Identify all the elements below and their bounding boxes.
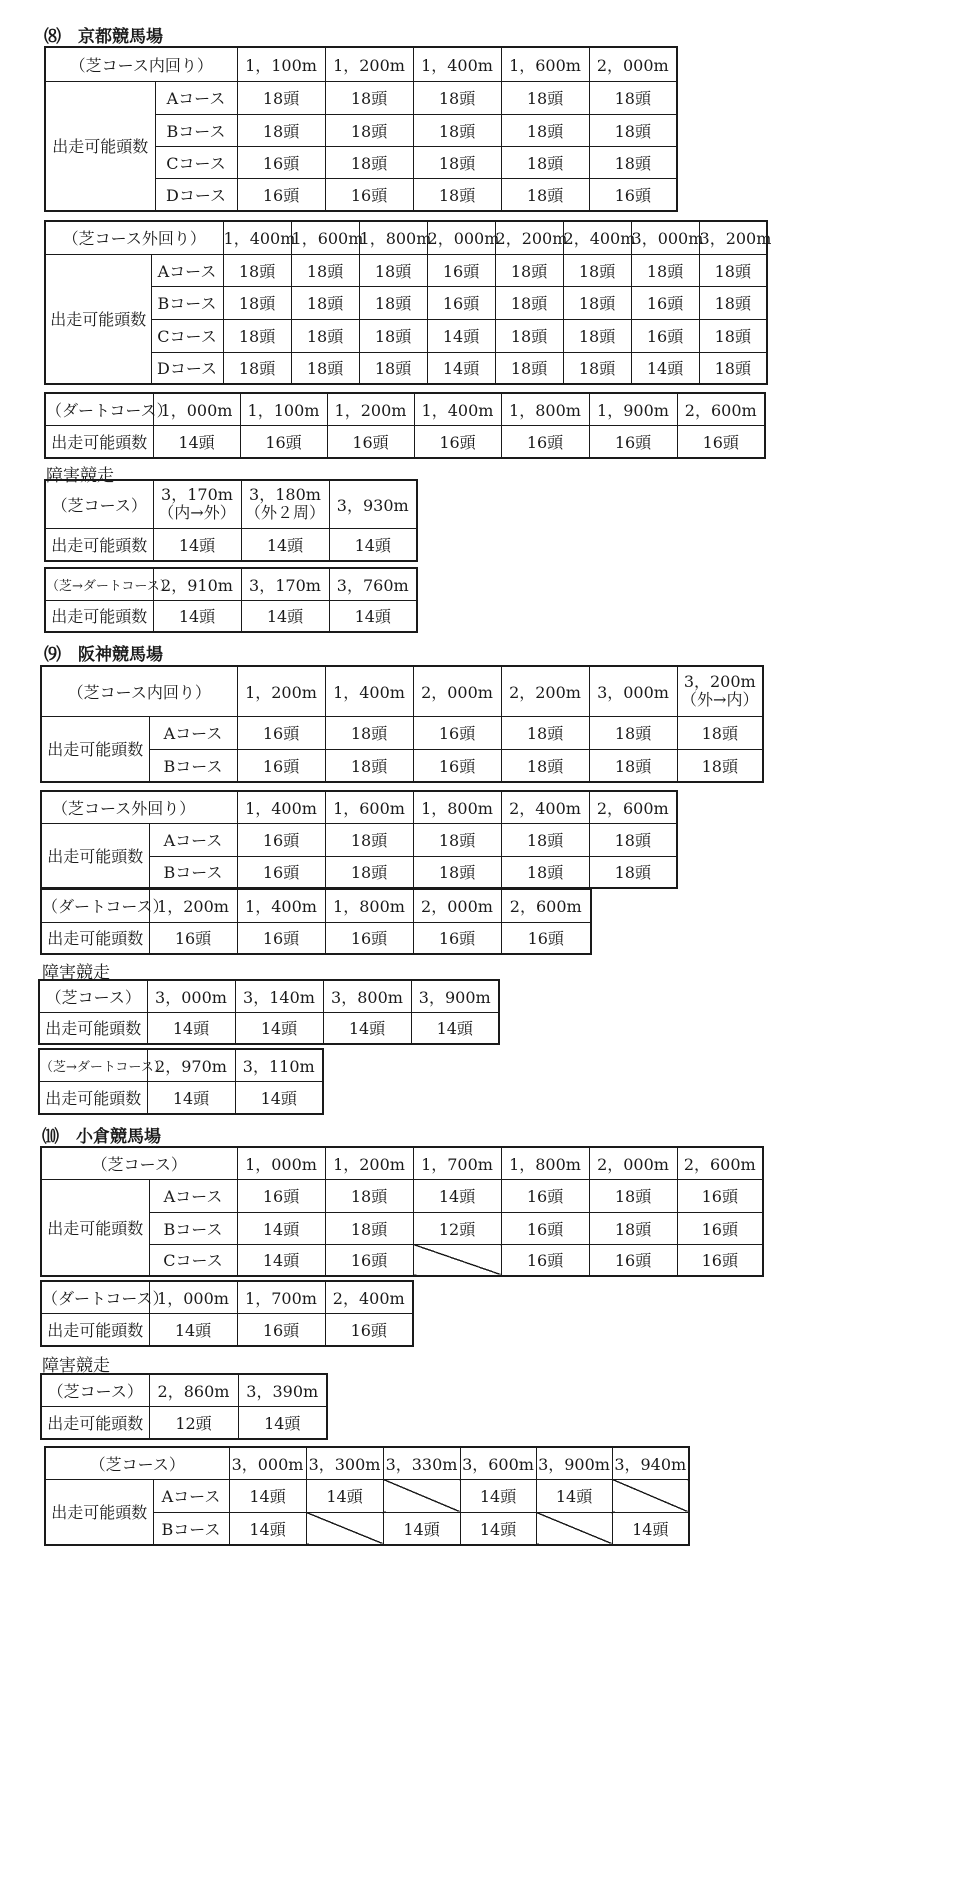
kokura-turf-table [40, 1146, 764, 1277]
cell: 18頭 [325, 716, 413, 749]
header-distance: 1，600m [291, 221, 359, 254]
cell: 14頭 [235, 1081, 323, 1114]
header-distance: 3，110m [235, 1049, 323, 1081]
header-distance: 3，200m [699, 221, 767, 254]
header-distance: 2，200m [495, 221, 563, 254]
header-distance: 2，970m [147, 1049, 235, 1081]
cell: 16頭 [240, 425, 327, 458]
cell: 18頭 [413, 146, 501, 178]
cell: 18頭 [501, 114, 589, 146]
table-heading: （芝コース） [45, 480, 153, 528]
cell: 16頭 [589, 1244, 677, 1276]
not-applicable-cell [306, 1512, 383, 1545]
distance-note: （外２周） [244, 503, 325, 523]
course-label: Cコース [149, 1244, 237, 1276]
cell: 18頭 [495, 254, 563, 286]
cell: 16頭 [631, 319, 699, 352]
cell: 14頭 [329, 600, 417, 632]
cell: 16頭 [325, 1244, 413, 1276]
section-title-kokura: ⑽ 小倉競馬場 [42, 1127, 161, 1147]
kyoto-turf-outer-table [44, 220, 772, 385]
cell: 18頭 [325, 114, 413, 146]
cell: 14頭 [306, 1479, 383, 1512]
cell: 18頭 [223, 352, 291, 384]
cell: 16頭 [325, 1313, 413, 1346]
cell: 16頭 [237, 716, 325, 749]
table-heading: （芝コース） [41, 1374, 149, 1406]
hurdle-race-label: 障害競走 [46, 466, 114, 486]
hanshin-dirt-table [40, 888, 592, 955]
table-heading: （芝コース内回り） [45, 47, 237, 81]
cell: 16頭 [677, 1212, 763, 1244]
cell: 18頭 [501, 178, 589, 211]
header-distance [677, 666, 763, 716]
cell: 18頭 [699, 319, 767, 352]
cell: 18頭 [699, 254, 767, 286]
header-distance: 2，600m [677, 393, 765, 425]
kyoto-hurdle-turf-table [44, 479, 418, 562]
cell: 16頭 [237, 1313, 325, 1346]
cell: 16頭 [631, 286, 699, 319]
cell: 18頭 [589, 749, 677, 782]
header-distance: 3，900m [536, 1447, 612, 1479]
course-label: Cコース [155, 146, 237, 178]
cell: 16頭 [501, 1179, 589, 1212]
cell: 18頭 [359, 254, 427, 286]
course-label: Bコース [149, 1212, 237, 1244]
header-distance: 1，800m [413, 791, 501, 823]
header-distance: 2，860m [149, 1374, 238, 1406]
cell: 14頭 [237, 1244, 325, 1276]
hanshin-turf-outer-table [40, 790, 678, 889]
cell: 18頭 [589, 81, 677, 114]
header-distance: 1，800m [501, 393, 589, 425]
cell: 16頭 [501, 1212, 589, 1244]
table-heading: （芝→ダートコース） [39, 1049, 147, 1081]
header-distance: 3，390m [238, 1374, 327, 1406]
cell: 16頭 [237, 1179, 325, 1212]
header-distance: 3，930m [329, 480, 417, 528]
row-label: 出走可能頭数 [45, 81, 155, 211]
cell: 16頭 [501, 1244, 589, 1276]
header-distance: 1，400m [237, 889, 325, 922]
row-label: 出走可能頭数 [45, 425, 153, 458]
course-label: Aコース [149, 716, 237, 749]
cell: 18頭 [325, 823, 413, 856]
header-distance [153, 480, 241, 528]
row-label: 出走可能頭数 [41, 716, 149, 782]
cell: 18頭 [325, 749, 413, 782]
row-label: 出走可能頭数 [41, 1179, 149, 1276]
header-distance: 1，900m [589, 393, 677, 425]
table-heading: （芝コース） [39, 980, 147, 1012]
row-label: 出走可能頭数 [39, 1012, 147, 1044]
cell: 18頭 [237, 81, 325, 114]
course-label: Dコース [155, 178, 237, 211]
cell: 18頭 [563, 254, 631, 286]
cell: 18頭 [563, 319, 631, 352]
header-distance: 3，000m [147, 980, 235, 1012]
not-applicable-cell [383, 1479, 460, 1512]
cell: 18頭 [325, 856, 413, 888]
row-label: 出走可能頭数 [45, 254, 151, 384]
hurdle-race-label: 障害競走 [42, 963, 110, 983]
cell: 16頭 [677, 1244, 763, 1276]
header-distance: 2，400m [563, 221, 631, 254]
cell: 18頭 [325, 1212, 413, 1244]
header-distance: 2，400m [325, 1281, 413, 1313]
cell: 18頭 [589, 823, 677, 856]
header-distance: 1，000m [149, 1281, 237, 1313]
header-distance: 3，300m [306, 1447, 383, 1479]
cell: 14頭 [229, 1479, 306, 1512]
header-distance: 3，000m [589, 666, 677, 716]
hanshin-turf-inner-table [40, 665, 764, 783]
table-heading: （芝→ダートコース） [45, 568, 153, 600]
cell: 16頭 [327, 425, 414, 458]
cell: 18頭 [495, 352, 563, 384]
table-heading: （芝コース外回り） [41, 791, 237, 823]
cell: 18頭 [501, 716, 589, 749]
cell: 14頭 [323, 1012, 411, 1044]
cell: 16頭 [501, 425, 589, 458]
cell: 14頭 [238, 1406, 327, 1439]
hanshin-hurdle-turf-table [38, 979, 500, 1045]
cell: 18頭 [413, 856, 501, 888]
cell: 18頭 [495, 319, 563, 352]
cell: 16頭 [677, 1179, 763, 1212]
header-distance: 2，200m [501, 666, 589, 716]
cell: 18頭 [413, 178, 501, 211]
cell: 18頭 [677, 749, 763, 782]
table-heading: （ダートコース） [41, 889, 149, 922]
distance: 3，180m [249, 485, 321, 505]
header-distance: 1，200m [149, 889, 237, 922]
cell: 14頭 [237, 1212, 325, 1244]
row-label: 出走可能頭数 [41, 922, 149, 954]
section-title-kyoto: ⑻ 京都競馬場 [44, 27, 163, 47]
header-distance: 3，330m [383, 1447, 460, 1479]
cell: 14頭 [229, 1512, 306, 1545]
cell: 14頭 [612, 1512, 689, 1545]
distance: 3，200m [683, 672, 756, 692]
cell: 18頭 [413, 114, 501, 146]
header-distance: 2，600m [589, 791, 677, 823]
header-distance: 1，800m [359, 221, 427, 254]
cell: 16頭 [237, 749, 325, 782]
cell: 14頭 [427, 319, 495, 352]
course-label: Bコース [149, 856, 237, 888]
cell: 14頭 [460, 1479, 536, 1512]
cell: 18頭 [291, 352, 359, 384]
cell: 18頭 [589, 114, 677, 146]
cell: 18頭 [501, 146, 589, 178]
cell: 18頭 [325, 81, 413, 114]
cell: 16頭 [427, 286, 495, 319]
header-distance: 1，100m [237, 47, 325, 81]
cell: 18頭 [291, 319, 359, 352]
cell: 18頭 [501, 749, 589, 782]
header-distance: 1，100m [240, 393, 327, 425]
kyoto-turf-inner-table [44, 46, 678, 212]
row-label: 出走可能頭数 [41, 1313, 149, 1346]
cell: 18頭 [223, 319, 291, 352]
cell: 18頭 [223, 286, 291, 319]
table-heading: （ダートコース） [41, 1281, 149, 1313]
cell: 16頭 [414, 425, 501, 458]
cell: 14頭 [383, 1512, 460, 1545]
table-heading: （ダートコース） [45, 393, 153, 425]
header-distance: 2，000m [413, 666, 501, 716]
row-label: 出走可能頭数 [45, 528, 153, 561]
distance-note: （内→外） [158, 503, 236, 523]
section-title-hanshin: ⑼ 阪神競馬場 [44, 645, 163, 665]
hanshin-hurdle-turf-dirt-table [38, 1048, 324, 1115]
cell: 18頭 [291, 254, 359, 286]
header-distance: 3，600m [460, 1447, 536, 1479]
cell: 18頭 [589, 146, 677, 178]
cell: 18頭 [359, 286, 427, 319]
course-label: Bコース [153, 1512, 229, 1545]
header-distance: 1，600m [501, 47, 589, 81]
header-distance: 1，400m [413, 47, 501, 81]
cell: 14頭 [413, 1179, 501, 1212]
cell: 16頭 [237, 823, 325, 856]
header-distance: 1，400m [237, 791, 325, 823]
header-distance: 1，800m [325, 889, 413, 922]
table-heading: （芝コース） [41, 1147, 237, 1179]
course-label: Aコース [149, 1179, 237, 1212]
cell: 14頭 [241, 600, 329, 632]
cell: 18頭 [699, 286, 767, 319]
cell: 18頭 [291, 286, 359, 319]
not-applicable-cell [612, 1479, 689, 1512]
header-distance: 1，800m [501, 1147, 589, 1179]
cell: 16頭 [237, 922, 325, 954]
cell: 14頭 [631, 352, 699, 384]
header-distance: 3，170m [241, 568, 329, 600]
course-label: Bコース [155, 114, 237, 146]
cell: 18頭 [359, 352, 427, 384]
cell: 16頭 [413, 716, 501, 749]
cell: 16頭 [325, 178, 413, 211]
cell: 18頭 [413, 823, 501, 856]
cell: 18頭 [501, 856, 589, 888]
course-label: Bコース [149, 749, 237, 782]
cell: 18頭 [359, 319, 427, 352]
cell: 16頭 [589, 178, 677, 211]
row-label: 出走可能頭数 [45, 1479, 153, 1545]
cell: 18頭 [589, 716, 677, 749]
cell: 16頭 [237, 856, 325, 888]
cell: 16頭 [427, 254, 495, 286]
hurdle-race-label: 障害競走 [42, 1356, 110, 1376]
header-distance: 3，940m [612, 1447, 689, 1479]
cell: 12頭 [413, 1212, 501, 1244]
cell: 18頭 [589, 1212, 677, 1244]
header-distance: 1，200m [237, 666, 325, 716]
header-distance: 1，700m [413, 1147, 501, 1179]
course-label: Aコース [153, 1479, 229, 1512]
header-distance: 3，000m [229, 1447, 306, 1479]
header-distance: 3，900m [411, 980, 499, 1012]
distance: 3，170m [161, 485, 233, 505]
not-applicable-cell [413, 1244, 501, 1276]
cell: 14頭 [411, 1012, 499, 1044]
not-applicable-cell [536, 1512, 612, 1545]
cell: 18頭 [589, 1179, 677, 1212]
cell: 18頭 [325, 146, 413, 178]
cell: 18頭 [563, 286, 631, 319]
cell: 14頭 [536, 1479, 612, 1512]
course-label: Cコース [151, 319, 223, 352]
distance-note: （外→内） [681, 690, 759, 710]
cell: 18頭 [495, 286, 563, 319]
kokura-hurdle-turf-table [40, 1373, 328, 1440]
table-heading: （芝コース外回り） [45, 221, 223, 254]
header-distance: 1，400m [223, 221, 291, 254]
cell: 16頭 [589, 425, 677, 458]
header-distance: 1，400m [414, 393, 501, 425]
cell: 18頭 [677, 716, 763, 749]
header-distance: 1，200m [325, 47, 413, 81]
cell: 16頭 [237, 146, 325, 178]
cell: 18頭 [631, 254, 699, 286]
header-distance: 1，700m [237, 1281, 325, 1313]
kyoto-hurdle-turf-dirt-table [44, 567, 418, 633]
cell: 18頭 [325, 1179, 413, 1212]
cell: 16頭 [325, 922, 413, 954]
course-label: Dコース [151, 352, 223, 384]
cell: 16頭 [413, 749, 501, 782]
cell: 14頭 [147, 1081, 235, 1114]
course-label: Aコース [151, 254, 223, 286]
header-distance: 2，000m [589, 47, 677, 81]
table-heading: （芝コース内回り） [41, 666, 237, 716]
header-distance: 2，600m [501, 889, 591, 922]
cell: 14頭 [460, 1512, 536, 1545]
cell: 12頭 [149, 1406, 238, 1439]
table-heading: （芝コース） [45, 1447, 229, 1479]
cell: 14頭 [147, 1012, 235, 1044]
cell: 16頭 [677, 425, 765, 458]
header-distance: 1，400m [325, 666, 413, 716]
course-label: Aコース [149, 823, 237, 856]
kyoto-dirt-table [44, 392, 766, 459]
cell: 14頭 [329, 528, 417, 561]
row-label: 出走可能頭数 [39, 1081, 147, 1114]
kokura-dirt-table [40, 1280, 414, 1347]
header-distance [241, 480, 329, 528]
cell: 18頭 [501, 823, 589, 856]
cell: 16頭 [501, 922, 591, 954]
header-distance: 2，600m [677, 1147, 763, 1179]
header-distance: 2，000m [427, 221, 495, 254]
cell: 18頭 [237, 114, 325, 146]
cell: 16頭 [149, 922, 237, 954]
header-distance: 2，400m [501, 791, 589, 823]
header-distance: 1，200m [327, 393, 414, 425]
row-label: 出走可能頭数 [41, 823, 149, 888]
cell: 18頭 [589, 856, 677, 888]
cell: 18頭 [699, 352, 767, 384]
header-distance: 1，000m [237, 1147, 325, 1179]
cell: 16頭 [413, 922, 501, 954]
header-distance: 3，760m [329, 568, 417, 600]
cell: 16頭 [237, 178, 325, 211]
cell: 18頭 [563, 352, 631, 384]
header-distance: 3，000m [631, 221, 699, 254]
header-distance: 3，140m [235, 980, 323, 1012]
cell: 14頭 [235, 1012, 323, 1044]
cell: 18頭 [413, 81, 501, 114]
header-distance: 2，910m [153, 568, 241, 600]
cell: 18頭 [223, 254, 291, 286]
cell: 14頭 [153, 600, 241, 632]
course-label: Aコース [155, 81, 237, 114]
cell: 14頭 [427, 352, 495, 384]
header-distance: 2，000m [413, 889, 501, 922]
header-distance: 3，800m [323, 980, 411, 1012]
cell: 14頭 [153, 425, 240, 458]
cell: 14頭 [241, 528, 329, 561]
kokura-hurdle-turf2-table [44, 1446, 690, 1546]
cell: 14頭 [153, 528, 241, 561]
course-label: Bコース [151, 286, 223, 319]
header-distance: 1，200m [325, 1147, 413, 1179]
row-label: 出走可能頭数 [41, 1406, 149, 1439]
cell: 14頭 [149, 1313, 237, 1346]
header-distance: 2，000m [589, 1147, 677, 1179]
row-label: 出走可能頭数 [45, 600, 153, 632]
cell: 18頭 [501, 81, 589, 114]
header-distance: 1，000m [153, 393, 240, 425]
header-distance: 1，600m [325, 791, 413, 823]
